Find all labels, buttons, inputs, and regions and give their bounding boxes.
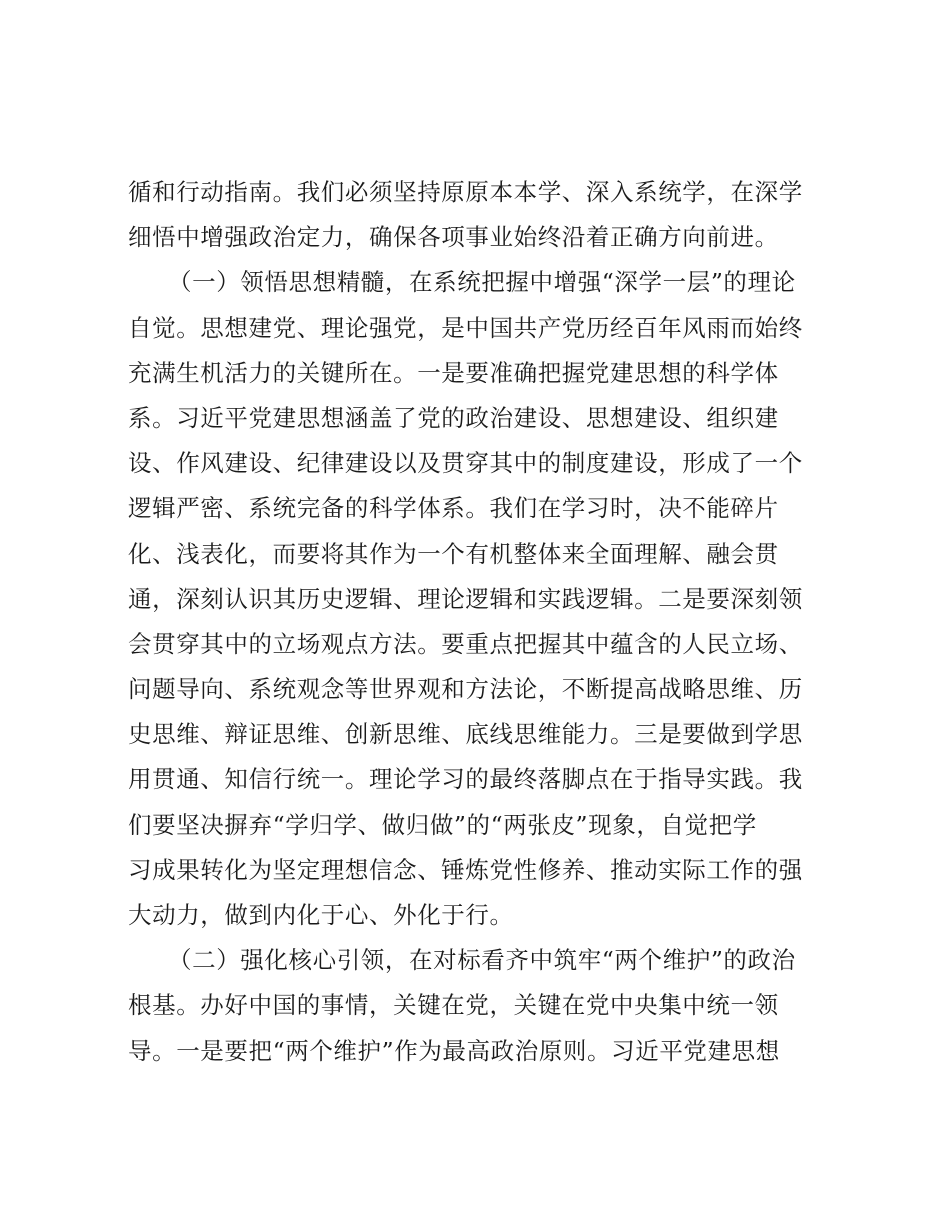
text-line: 化、浅表化，而要将其作为一个有机整体来全面理解、融会贯 bbox=[128, 539, 779, 568]
text-line: 会贯穿其中的立场观点方法。要重点把握其中蕴含的人民立场、 bbox=[128, 629, 803, 658]
text-line: 们要坚决摒弃“学归学、做归做”的“两张皮”现象，自觉把学 bbox=[128, 810, 757, 839]
text-line: 史思维、辩证思维、创新思维、底线思维能力。三是要做到学思 bbox=[128, 720, 803, 749]
text-line: 自觉。思想建党、理论强党，是中国共产党历经百年风雨而始终 bbox=[128, 313, 803, 342]
document-body bbox=[128, 170, 828, 1074]
text-line: 循和行动指南。我们必须坚持原原本本学、深入系统学，在深学 bbox=[128, 178, 803, 206]
text-line: 通，深刻认识其历史逻辑、理论逻辑和实践逻辑。二是要深刻领 bbox=[128, 584, 803, 613]
text-line: 导。一是要把“两个维护”作为最高政治原则。习近平党建思想 bbox=[128, 1036, 780, 1065]
section-heading-line: （一）领悟思想精髓，在系统把握中增强“深学一层”的理论 bbox=[168, 268, 796, 297]
text-line: 问题导向、系统观念等世界观和方法论，不断提高战略思维、历 bbox=[128, 675, 803, 704]
text-line: 设、作风建设、纪律建设以及贯穿其中的制度建设，形成了一个 bbox=[128, 449, 803, 478]
text-line: 用贯通、知信行统一。理论学习的最终落脚点在于指导实践。我 bbox=[128, 765, 803, 794]
text-line: 逻辑严密、系统完备的科学体系。我们在学习时，决不能碎片 bbox=[128, 494, 779, 523]
text-line: 大动力，做到内化于心、外化于行。 bbox=[128, 901, 514, 929]
text-line: 细悟中增强政治定力，确保各项事业始终沿着正确方向前进。 bbox=[128, 223, 779, 252]
text-line: 充满生机活力的关键所在。一是要准确把握党建思想的科学体 bbox=[128, 358, 779, 387]
text-line: 习成果转化为坚定理想信念、锤炼党性修养、推动实际工作的强 bbox=[128, 855, 803, 884]
text-line: 系。习近平党建思想涵盖了党的政治建设、思想建设、组织建 bbox=[128, 403, 779, 432]
text-line: 根基。办好中国的事情，关键在党，关键在党中央集中统一领 bbox=[128, 991, 779, 1020]
section-heading-line: （二）强化核心引领，在对标看齐中筑牢“两个维护”的政治 bbox=[168, 946, 796, 975]
